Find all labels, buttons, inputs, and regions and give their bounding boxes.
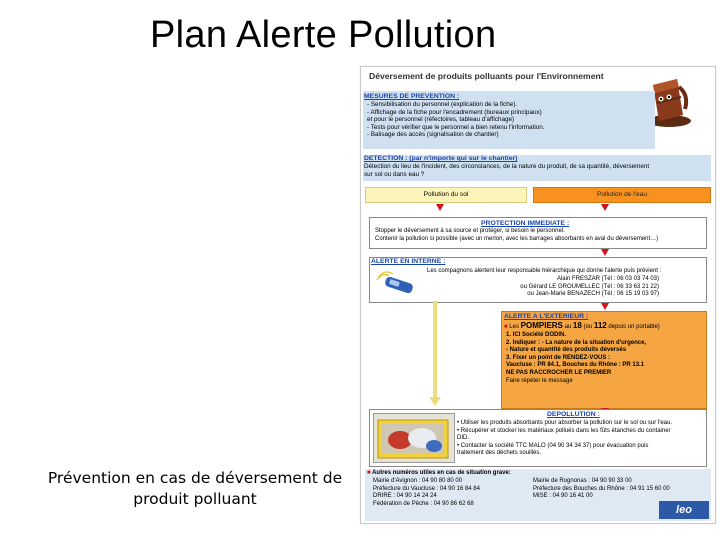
pompiers-ou: (ou — [583, 324, 593, 330]
pompiers-suffix: depuis un portable) — [608, 324, 660, 330]
phone-line: DRIRE : 04 90 14 24 24 — [373, 493, 437, 500]
prevention-item: et pour le personnel (réfectoires, tableau d'affichage) — [367, 116, 515, 124]
prevention-item: - Tests pour vérifier que le personnel a bien retenu l'information. — [367, 123, 545, 131]
prevention-item: - Sensibilisation du personnel (explication de la fiche). — [367, 101, 518, 108]
step-line: NE PAS RACCROCHER LE PREMIER — [506, 369, 612, 376]
detection-text — [364, 163, 649, 178]
pollution-sol-box: Pollution du sol — [365, 187, 527, 203]
alert-marker-icon: ■ — [504, 324, 508, 330]
phone-line: Préfecture du Vaucluse : 04 90 16 84 84 — [373, 485, 480, 492]
alerte-exterieur-heading: ALERTE A L'EXTERIEUR : — [504, 313, 589, 320]
emergency-number-112: 112 — [593, 321, 607, 330]
caption-line-1: Prévention en cas de déversement de — [47, 469, 343, 487]
pollution-procedure-document — [360, 66, 716, 524]
phone-line: MISE : 04 90 16 41 00 — [533, 493, 593, 500]
arrow-down-icon — [601, 249, 609, 256]
arrow-down-icon — [429, 397, 441, 406]
walkie-talkie-illustration — [375, 268, 417, 296]
absorbent-kit-photo — [373, 413, 455, 463]
document-title: Déversement de produits polluants pour l'Environnement — [369, 71, 604, 81]
detection-heading: DETECTION : (par n'importe qui sur le chantier) — [364, 155, 518, 162]
absorbent-kit-icon — [374, 414, 454, 462]
protection-line: Stopper le déversement à sa source et protéger, si besoin le personnel. — [375, 228, 565, 234]
emergency-number-18: 18 — [572, 321, 582, 330]
protection-line: Contenir la pollution si possible (avec un merlon, avec les barrages absorbants en aval du déversement…) — [375, 235, 659, 242]
depollution-item: DID. — [457, 435, 469, 442]
numeros-right-list — [533, 478, 670, 501]
numeros-left-list — [373, 478, 480, 508]
depollution-list — [457, 420, 672, 458]
pollution-eau-box: Pollution de l'eau — [533, 187, 711, 203]
phone-line: Fédération de Pêche : 04 90 86 62 68 — [373, 500, 474, 507]
pompiers-label: POMPIERS — [520, 321, 563, 330]
pompiers-prefix: Les — [509, 324, 519, 330]
protection-text — [375, 228, 658, 243]
contact-line: Alain FRESZAR (Tél : 06 03 03 74 03) — [556, 276, 659, 282]
contact-line: ou Jean-Marie BENAZECH (Tél : 06 15 19 03 97) — [527, 291, 659, 298]
step-line: Vaucluse : PR 84.1, Bouches du Rhône : PR 13.1 — [506, 362, 645, 369]
alerte-interne-heading: ALERTE EN INTERNE : — [371, 258, 446, 265]
depollution-item: traitement des déchets souillés. — [457, 450, 542, 457]
radio-icon — [375, 268, 417, 296]
prevention-item: - Balisage des accès (signalisation de chantier) — [367, 131, 499, 139]
depollution-item: • Récupérer et stocker les matériaux pollués dans les fûts étanches du container — [457, 427, 671, 434]
step-line: Faire répéter le message — [506, 377, 573, 384]
phone-line: Mairie d'Avignon : 04 90 80 80 00 — [373, 478, 463, 484]
alerte-exterieur-steps — [506, 332, 646, 385]
depollution-heading: DEPOLLUTION : — [547, 411, 600, 418]
alerte-interne-line: Les compagnons alertent leur responsable hiérarchique qui donne l'alerte puis prévient : — [427, 268, 662, 274]
arrow-down-icon — [601, 204, 609, 211]
company-logo: leo — [659, 501, 709, 519]
detection-line: sur sol ou dans eau ? — [364, 170, 425, 178]
step-line: 1. ICI Société DODIN. — [506, 332, 567, 338]
arrow-down-icon — [601, 303, 609, 310]
prevention-list — [367, 101, 545, 139]
slide-caption — [40, 468, 350, 510]
detection-line: Détection du lieu de l'incident, des circonstances, de la nature du produit, de sa quantité, déversement — [364, 163, 650, 170]
numeros-heading-text: Autres numéros utiles en cas de situation grave: — [372, 470, 511, 476]
phone-line: Mairie de Rognonas : 04 90 90 33 00 — [533, 478, 632, 484]
caption-line-2: produit polluant — [133, 490, 257, 508]
depollution-item: • Contacter la société TTC MALO (04 90 34 34 37) pour évacuation puis — [457, 442, 649, 449]
alerte-interne-text — [427, 268, 661, 276]
numeros-heading — [367, 470, 511, 478]
pompiers-line — [504, 322, 660, 332]
depollution-item: • Utiliser les produits absorbants pour absorber la pollution sur le sol ou sur l'eau. — [457, 420, 673, 426]
arrow-down-icon — [436, 204, 444, 211]
prevention-item: - Affichage de la fiche pour l'encadrement (bureaux principaux) — [367, 108, 542, 116]
pompiers-mid: au — [564, 324, 572, 330]
flow-connector — [433, 301, 437, 399]
phone-line: Préfecture des Bouches du Rhône : 04 91 15 60 00 — [533, 485, 670, 492]
alerte-interne-contacts — [479, 276, 659, 299]
protection-heading: PROTECTION IMMEDIATE : — [481, 220, 570, 227]
step-line: 2. Indiquer : - La nature de la situation d'urgence, — [506, 339, 647, 346]
step-line: 3. Fixer un point de RENDEZ-VOUS : — [506, 354, 611, 361]
slide-title: Plan Alerte Pollution — [150, 14, 497, 56]
prevention-heading: MESURES DE PREVENTION : — [364, 93, 460, 100]
contact-line: ou Gérard LE GROUMELLEC (Tél : 06 33 63 21 22) — [520, 283, 659, 290]
step-line: - Nature et quantité des produits déversés — [506, 347, 627, 354]
alert-marker-icon: ■ — [367, 470, 371, 476]
